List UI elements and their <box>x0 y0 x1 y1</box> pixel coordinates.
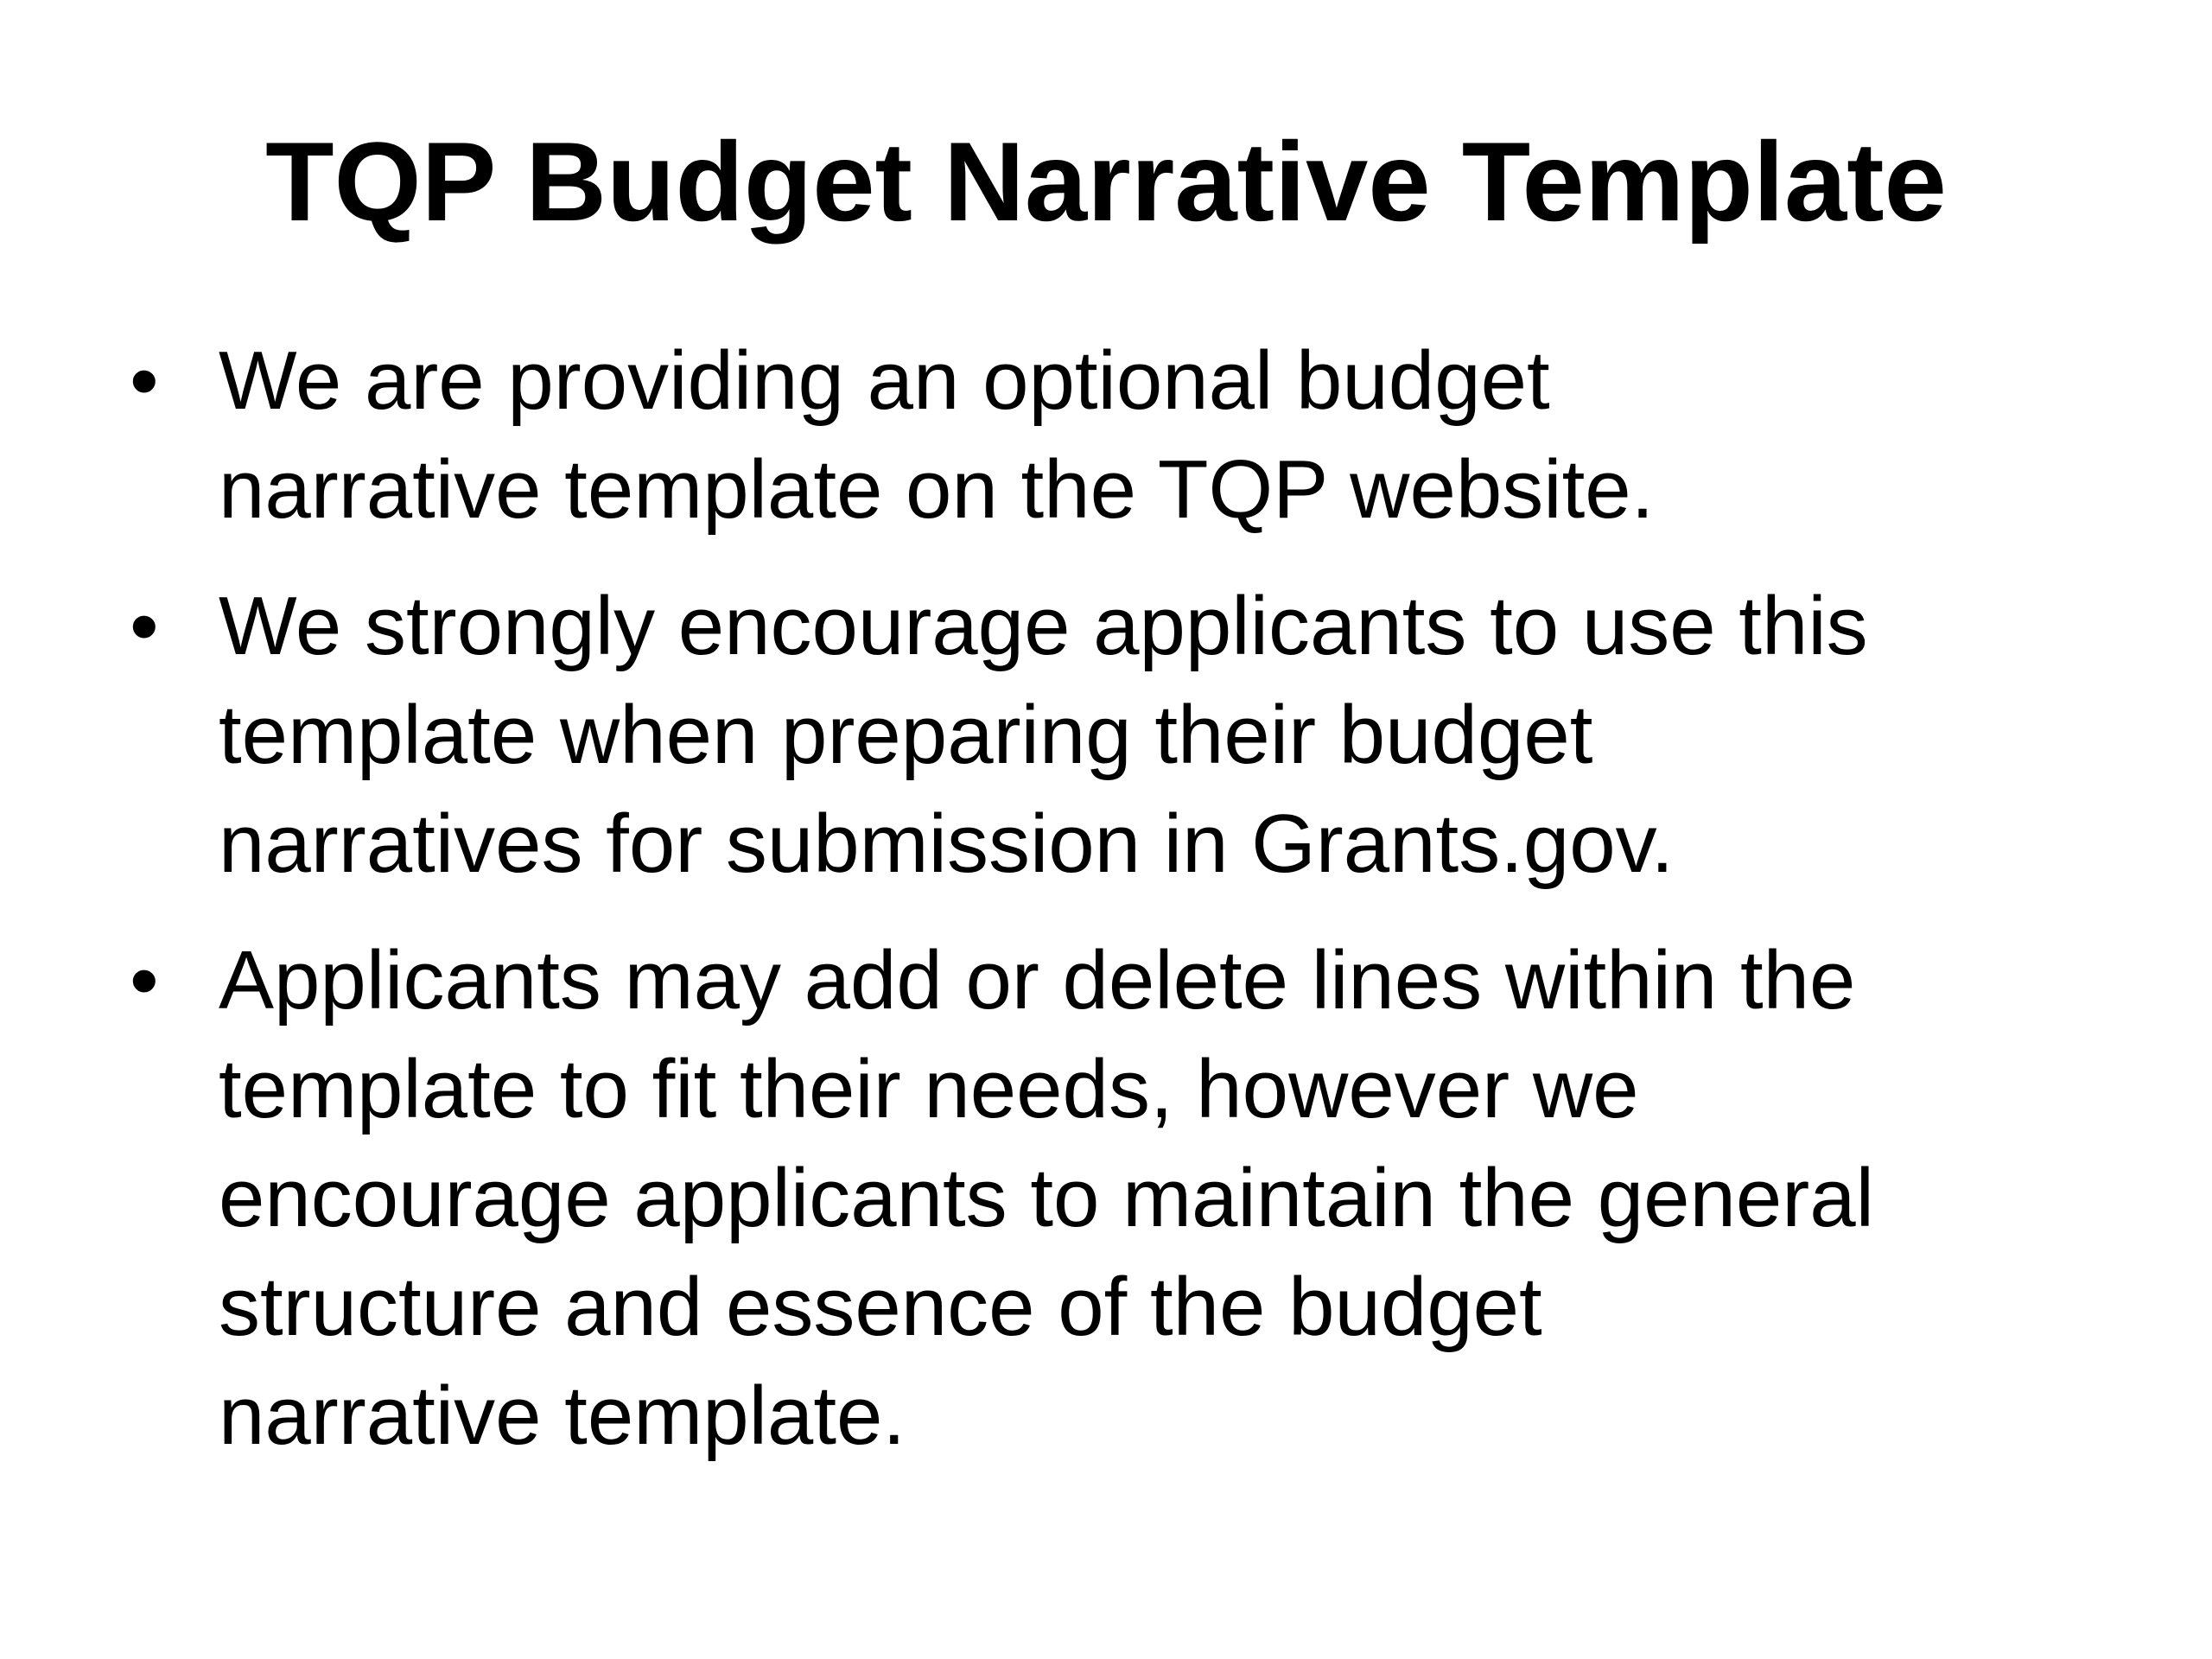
bullet-dot: • <box>130 934 159 1027</box>
slide-title: TQP Budget Narrative Template <box>265 118 1947 245</box>
bullet-item <box>130 926 2117 1471</box>
bullet-text-line: narrative template on the TQP website. <box>219 443 1655 536</box>
bullet-text-line: template to fit their needs, however we <box>219 1043 1639 1135</box>
bullet-text-line: We are providing an optional budget <box>219 334 1550 427</box>
bullet-dot: • <box>130 334 159 427</box>
bullet-item <box>130 572 2117 899</box>
bullet-text-line: narratives for submission in Grants.gov. <box>219 798 1675 890</box>
bullet-text-line: template when preparing their budget <box>219 689 1593 781</box>
bullet-text-line: We strongly encourage applicants to use this <box>219 580 1868 672</box>
bullet-item <box>130 327 2117 544</box>
bullet-text-line: encourage applicants to maintain the general <box>219 1152 1874 1244</box>
bullet-dot: • <box>130 580 159 672</box>
bullet-text-line: structure and essence of the budget <box>219 1261 1542 1353</box>
bullet-text-line: narrative template. <box>219 1370 906 1462</box>
bullet-text-line: Applicants may add or delete lines within the <box>219 934 1856 1027</box>
bullet-list <box>130 327 2117 1498</box>
